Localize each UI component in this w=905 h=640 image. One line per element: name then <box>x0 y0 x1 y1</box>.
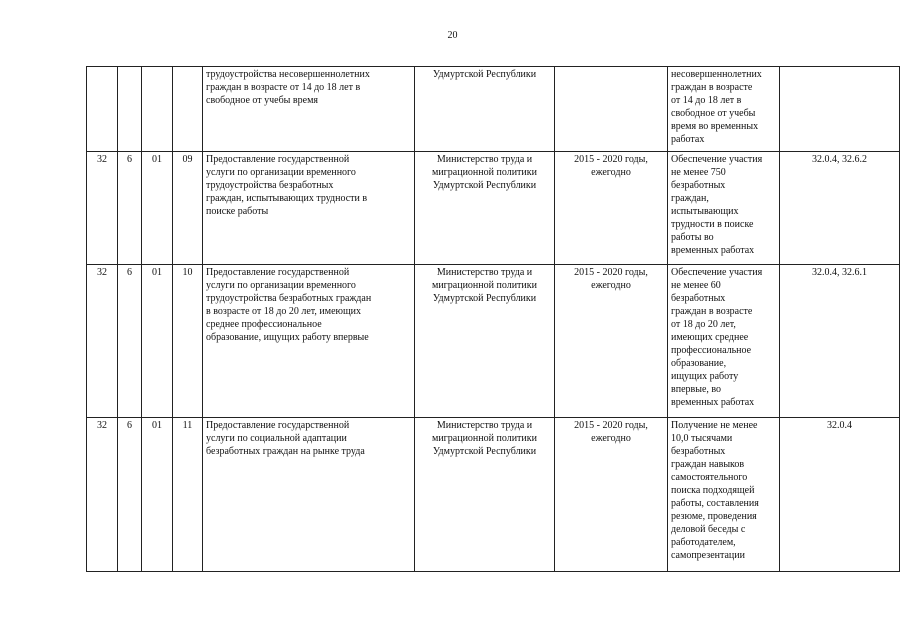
page-number: 20 <box>447 30 458 41</box>
code-gp-cell <box>87 67 118 152</box>
indicators-cell: 32.0.4, 32.6.2 <box>780 152 900 265</box>
code-om-cell <box>142 67 173 152</box>
executor-cell: Министерство труда и миграционной политики Удмуртской Республики <box>415 418 555 572</box>
activity-name-cell: трудоустройства несовершеннолетних граждан в возрасте от 14 до 18 лет в свободное от учебы время <box>203 67 415 152</box>
period-cell <box>555 67 668 152</box>
code-m-cell: 10 <box>173 265 203 418</box>
code-pp-cell: 6 <box>118 265 142 418</box>
period-cell: 2015 - 2020 годы, ежегодно <box>555 152 668 265</box>
indicators-cell: 32.0.4, 32.6.1 <box>780 265 900 418</box>
indicators-cell: 32.0.4 <box>780 418 900 572</box>
expected-result-cell: Обеспечение участия не менее 60 безработных граждан в возрасте от 18 до 20 лет, имеющих среднее профессиональное образование, ищущих работу впервые, во временных работах <box>668 265 780 418</box>
code-om-cell: 01 <box>142 265 173 418</box>
code-gp-cell: 32 <box>87 418 118 572</box>
indicators-cell <box>780 67 900 152</box>
code-pp-cell: 6 <box>118 418 142 572</box>
code-om-cell: 01 <box>142 152 173 265</box>
activity-name-cell: Предоставление государственной услуги по организации временного трудоустройства безработных граждан, испытывающих трудности в поиске работы <box>203 152 415 265</box>
table-row <box>87 67 900 152</box>
expected-result-cell: Получение не менее 10,0 тысячами безработных граждан навыков самостоятельного поиска подходящей работы, составления резюме, проведения деловой беседы с работодателем, самопрезентации <box>668 418 780 572</box>
activity-name-cell: Предоставление государственной услуги по социальной адаптации безработных граждан на рынке труда <box>203 418 415 572</box>
table-row <box>87 265 900 418</box>
activity-name-cell: Предоставление государственной услуги по организации временного трудоустройства безработных граждан в возрасте от 18 до 20 лет, имеющих среднее профессиональное образование, ищущих работу впервые <box>203 265 415 418</box>
executor-cell: Министерство труда и миграционной политики Удмуртской Республики <box>415 152 555 265</box>
code-om-cell: 01 <box>142 418 173 572</box>
executor-cell: Министерство труда и миграционной политики Удмуртской Республики <box>415 265 555 418</box>
period-cell: 2015 - 2020 годы, ежегодно <box>555 265 668 418</box>
code-pp-cell <box>118 67 142 152</box>
code-m-cell: 09 <box>173 152 203 265</box>
program-activities-table <box>86 66 900 572</box>
expected-result-cell: несовершеннолетних граждан в возрасте от 14 до 18 лет в свободное от учебы время во временных работах <box>668 67 780 152</box>
code-pp-cell: 6 <box>118 152 142 265</box>
code-gp-cell: 32 <box>87 265 118 418</box>
table-row <box>87 418 900 572</box>
code-gp-cell: 32 <box>87 152 118 265</box>
expected-result-cell: Обеспечение участия не менее 750 безработных граждан, испытывающих трудности в поиске работы во временных работах <box>668 152 780 265</box>
executor-cell: Удмуртской Республики <box>415 67 555 152</box>
period-cell: 2015 - 2020 годы, ежегодно <box>555 418 668 572</box>
code-m-cell <box>173 67 203 152</box>
code-m-cell: 11 <box>173 418 203 572</box>
table-row <box>87 152 900 265</box>
